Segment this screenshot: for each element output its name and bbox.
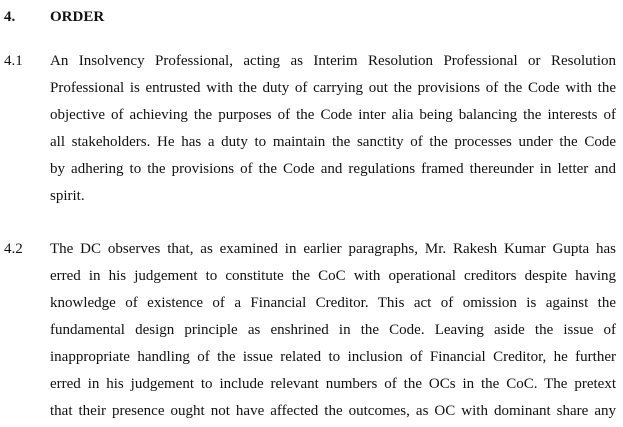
paragraph-4-1	[4, 48, 616, 210]
paragraph-text	[50, 48, 616, 210]
text-line: all stakeholders. He has a duty to maintain the sanctity of the processes under the Code	[50, 134, 616, 150]
text-line: An Insolvency Professional, acting as Interim Resolution Professional or Resolution	[50, 53, 616, 69]
text-line: The DC observes that, as examined in earlier paragraphs, Mr. Rakesh Kumar Gupta has	[50, 241, 616, 257]
paragraph-number: 4.1	[4, 53, 23, 69]
paragraph-4-2	[4, 236, 616, 425]
text-line: objective of achieving the purposes of the Code inter alia being balancing the interests of	[50, 107, 616, 123]
text-line: that their presence ought not have affected the outcomes, as OC with dominant share any	[50, 403, 616, 419]
section-heading	[4, 6, 104, 28]
text-line: by adhering to the provisions of the Code and regulations framed thereunder in letter and	[50, 161, 616, 177]
section-number: 4.	[4, 9, 16, 25]
text-line: spirit.	[50, 188, 85, 204]
text-line: erred in his judgement to constitute the CoC with operational creditors despite having	[50, 268, 616, 284]
text-line: Professional is entrusted with the duty of carrying out the provisions of the Code with the	[50, 80, 616, 96]
section-title: ORDER	[50, 9, 105, 25]
text-line: erred in his judgement to include relevant numbers of the OCs in the CoC. The pretext	[50, 376, 616, 392]
paragraph-text	[50, 236, 616, 425]
paragraph-number: 4.2	[4, 241, 23, 257]
text-line: fundamental design principle as enshrined in the Code. Leaving aside the issue of	[50, 322, 616, 338]
text-line: inappropriate handling of the issue related to inclusion of Financial Creditor, he further	[50, 349, 616, 365]
text-line: knowledge of existence of a Financial Creditor. This act of omission is against the	[50, 295, 616, 311]
